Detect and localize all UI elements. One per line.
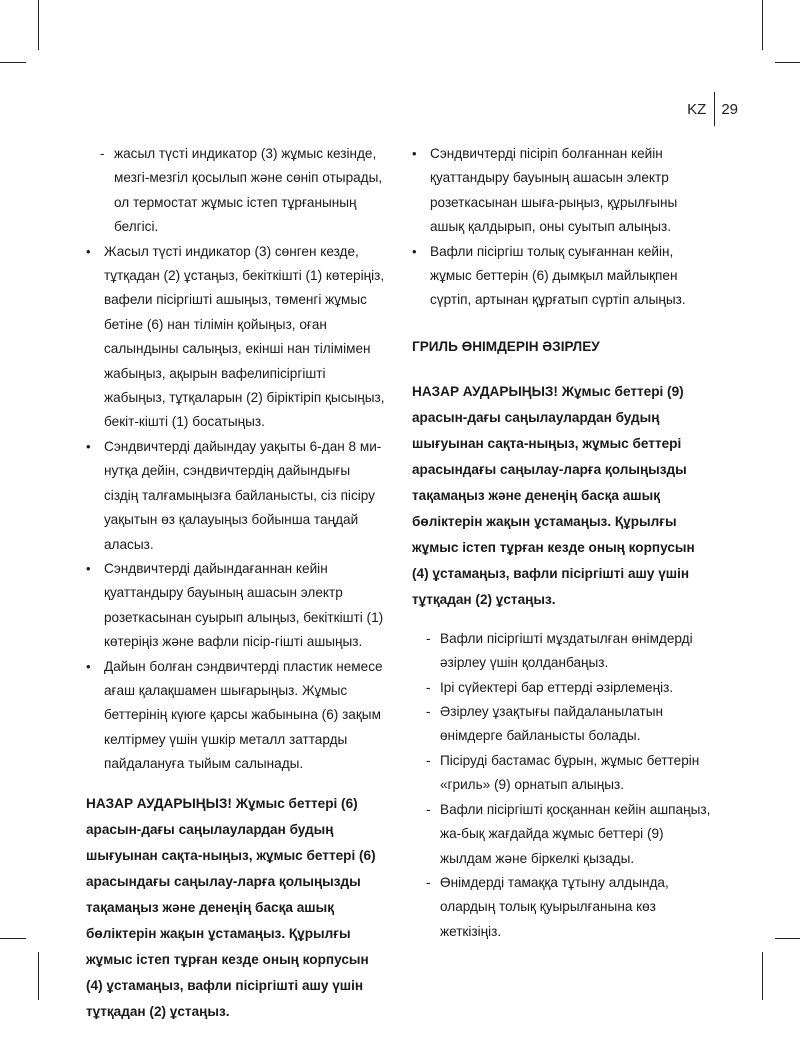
list-item: - Вафли пісіргішті мұздатылған өнімдерді әзірлеу үшін қолданбаңыз. — [412, 627, 712, 676]
crop-mark — [762, 0, 763, 50]
list-item: - Өнімдерді тамаққа тұтыну алдында, олардың толық қуырылғанына көз жеткізіңіз. — [412, 871, 712, 944]
crop-mark — [0, 938, 26, 939]
crop-mark — [775, 62, 800, 63]
left-column — [86, 142, 386, 1038]
left-dash-list — [86, 142, 386, 240]
list-item: • Сэндвичтерді пісіріп болғаннан кейін қуаттандыру бауының ашасын электр розеткасынан шыға-рыңыз, құрылғыны ашық қалдырып, оны суытып алыңыз. — [412, 142, 712, 240]
list-item: • Дайын болған сэндвичтерді пластик немесе ағаш қалақшамен шығарыңыз. Жұмыс беттерінің күюге қарсы жабынына (6) зақым келтірмеу үшін үшкір металл заттарды пайдалануға тыйым салынады. — [86, 655, 386, 777]
list-item: - Вафли пісіргішті қосқаннан кейін ашпаңыз, жа-бық жағдайда жұмыс беттері (9) жылдам және біркелкі қызады. — [412, 798, 712, 871]
list-item: - Әзірлеу ұзақтығы пайдаланылатын өнімдерге байланысты болады. — [412, 700, 712, 749]
list-item: • Жасыл түсті индикатор (3) сөнген кезде, тұтқадан (2) ұстаңыз, бекіткішті (1) көтеріңіз, вафели пісіргішті ашыңыз, төменгі жұмыс бетіне (6) нан тілімін қойыңыз, оған салындыны салыңыз, екінші нан тілімімен жабыңыз, ақырын вафелипісіргішті жабыңыз, тұтқаларын (2) біріктіріп қысыңыз, бекіт-кішті (1) босатыңыз. — [86, 240, 386, 435]
warning-paragraph: НАЗАР АУДАРЫҢЫЗ! Жұмыс беттері (6) арасын-дағы саңылаулардан будың шығуынан сақта-ныңыз, жұмыс беттері (6) арасындағы саңылау-ларға қолыңызды тақамаңыз және денеңің басқа ашық бөліктерін жақын ұстамаңыз. Құрылғы жұмыс істеп тұрған кезде оның корпусын (4) ұстамаңыз, вафли пісіргішті ашу үшін тұтқадан (2) ұстаңыз. — [86, 795, 376, 1019]
crop-mark — [38, 952, 39, 1000]
page-number: 29 — [721, 100, 738, 118]
left-bullet-list — [86, 240, 386, 777]
crop-mark — [775, 938, 800, 939]
list-item: • Сэндвичтерді дайындау уақыты 6-дан 8 ми-нутқа дейін, сэндвичтердің дайындығы сіздің талғамыңызға байланысты, сіз пісіру уақытын өз қалауыңыз бойынша таңдай аласыз. — [86, 435, 386, 557]
crop-mark — [38, 0, 39, 50]
page-header — [687, 92, 738, 126]
list-item: • Вафли пісіргіш толық суығаннан кейін, жұмыс беттерін (6) дымқыл майлықпен сүртіп, артынан құрғатып сүртіп алыңыз. — [412, 240, 712, 313]
crop-mark — [0, 62, 26, 63]
section-heading: ГРИЛЬ ӨНІМДЕРІН ӘЗІРЛЕУ — [412, 338, 600, 354]
right-dash-list — [412, 627, 712, 944]
list-item: - жасыл түсті индикатор (3) жұмыс кезінде, мезгі-мезгіл қосылып және сөніп отырады, ол термостат жұмыс істеп тұрғанының белгісі. — [86, 142, 386, 240]
right-column — [412, 142, 712, 944]
crop-mark — [762, 952, 763, 1000]
right-bullet-list — [412, 142, 712, 313]
list-item: - Ірі сүйектері бар еттерді әзірлемеңіз. — [412, 676, 712, 700]
list-item: • Сэндвичтерді дайындағаннан кейін қуаттандыру бауының ашасын электр розеткасынан суырып алыңыз, бекіткішті (1) көтеріңіз және вафли пісір-гішті ашыңыз. — [86, 557, 386, 655]
language-code: KZ — [687, 100, 707, 118]
warning-paragraph: НАЗАР АУДАРЫҢЫЗ! Жұмыс беттері (9) арасын-дағы саңылаулардан будың шығуынан сақта-ныңыз, жұмыс беттері арасындағы саңылау-ларға қолыңызды тақамаңыз және денеңің басқа ашық бөліктерін жақын ұстамаңыз. Құрылғы жұмыс істеп тұрған кезде оның корпусын (4) ұстамаңыз, вафли пісіргішті ашу үшін тұтқадан (2) ұстаңыз. — [412, 384, 695, 608]
list-item: - Пісіруді бастамас бұрын, жұмыс беттерін «гриль» (9) орнатып алыңыз. — [412, 749, 712, 798]
